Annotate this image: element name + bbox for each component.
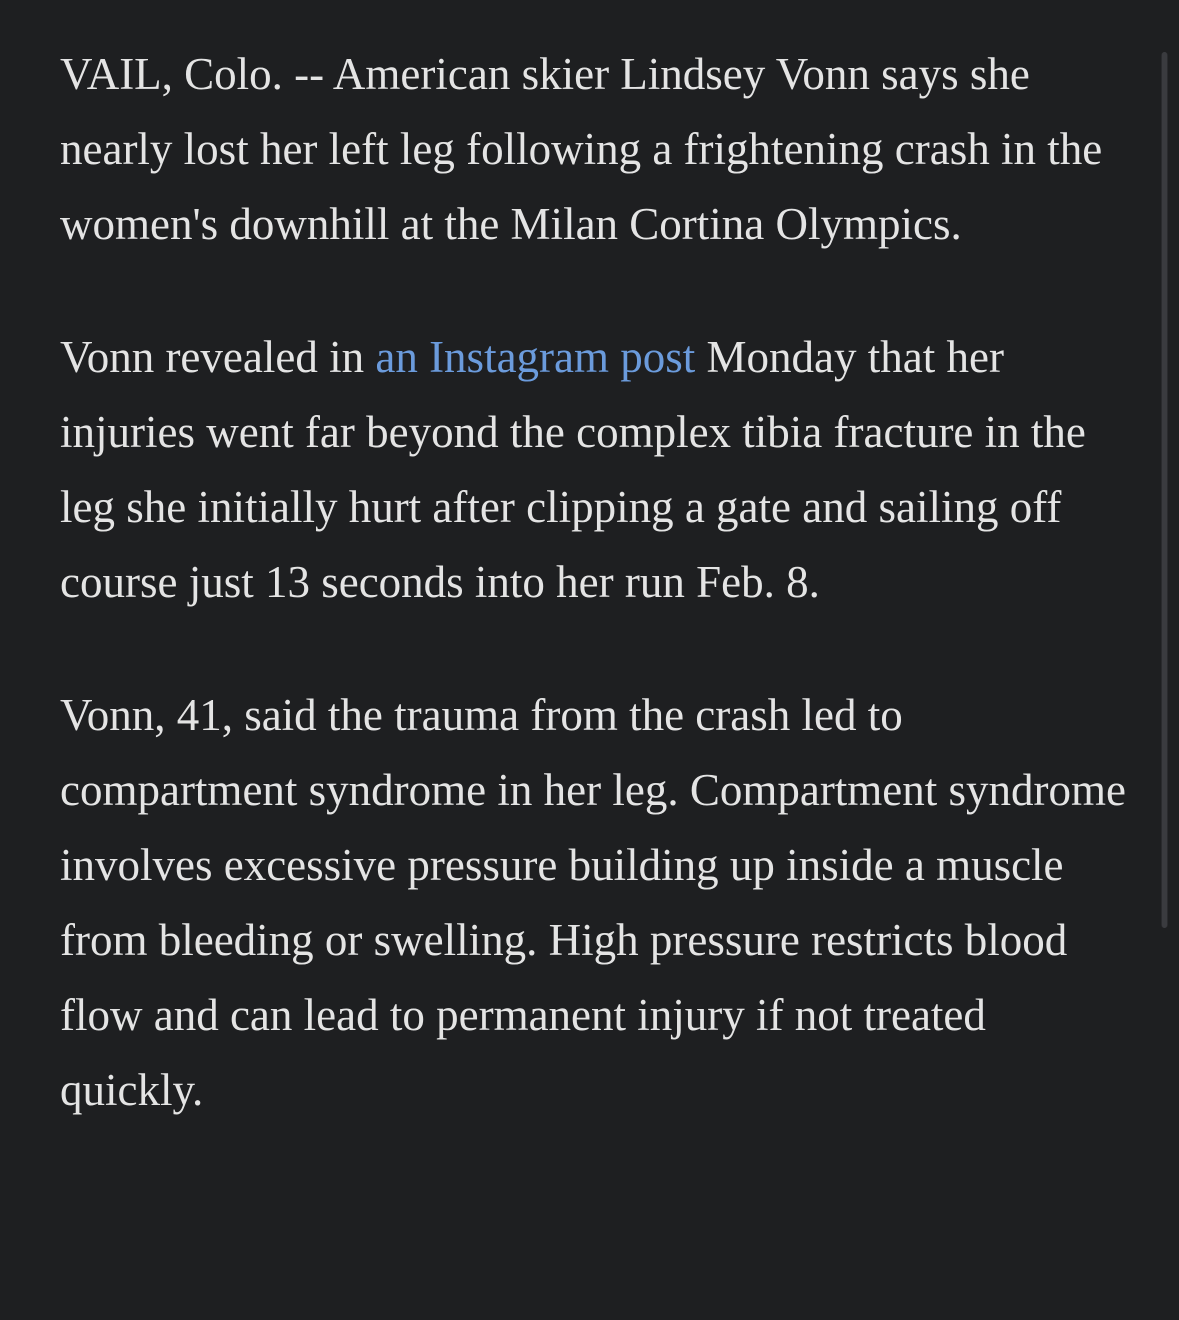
paragraph-2-rest: Monday that her injuries went far beyond the complex tibia fracture in the leg she initially hurt after clipping a gate and sailing off course just 13 seconds into her run Feb. 8. [60,332,1086,607]
article-body [60,37,1135,1128]
paragraph-3: Vonn, 41, said the trauma from the crash led to compartment syndrome in her leg. Compartment syndrome involves excessive pressure building up inside a muscle from bleeding or swelling. High pressure restricts blood flow and can lead to permanent injury if not treated quickly. [60,690,1127,1115]
paragraph-2 [60,320,1135,620]
paragraph-1: VAIL, Colo. -- American skier Lindsey Vonn says she nearly lost her left leg following a frightening crash in the women's downhill at the Milan Cortina Olympics. [60,49,1103,249]
instagram-post-link[interactable]: an Instagram post [375,332,696,382]
paragraph-2-intro: Vonn revealed in [60,332,376,382]
vertical-scrollbar[interactable] [1161,52,1168,928]
scrollbar-thumb[interactable] [1162,52,1167,928]
